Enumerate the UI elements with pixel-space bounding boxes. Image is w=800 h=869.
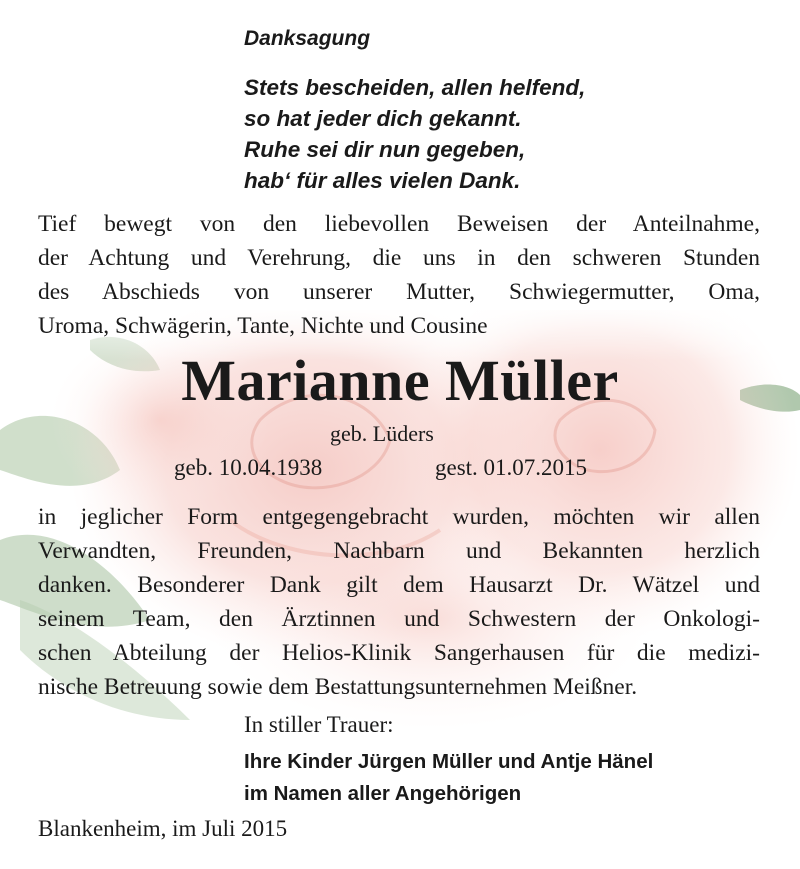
- deceased-name: Marianne Müller: [181, 348, 619, 413]
- mourners-line: Ihre Kinder Jürgen Müller und Antje Hänel: [244, 750, 654, 773]
- mourners-line: im Namen aller Angehörigen: [244, 782, 522, 805]
- thanks-line: in jeglicher Form entgegengebracht wurden, möchten wir allen: [38, 504, 760, 530]
- verse-line: Stets bescheiden, allen helfend,: [244, 75, 586, 100]
- thanks-line: schen Abteilung der Helios-Klinik Sangerhausen für die medizi-: [38, 640, 760, 666]
- thanks-line: seinem Team, den Ärztinnen und Schwestern der Onkologi-: [38, 606, 760, 632]
- intro-line: der Achtung und Verehrung, die uns in den schweren Stunden: [38, 245, 760, 271]
- mourning-label: In stiller Trauer:: [244, 712, 394, 737]
- thanks-line: Verwandten, Freunden, Nachbarn und Bekannten herzlich: [38, 538, 760, 564]
- place-date: Blankenheim, im Juli 2015: [38, 816, 288, 841]
- thanks-line: nische Betreuung sowie dem Bestattungsunternehmen Meißner.: [38, 674, 638, 700]
- intro-paragraph: [38, 207, 760, 343]
- thanks-paragraph: [38, 500, 760, 704]
- death-date: gest. 01.07.2015: [435, 455, 588, 480]
- intro-line: Tief bewegt von den liebevollen Beweisen der Anteilnahme,: [38, 211, 760, 237]
- verse-line: so hat jeder dich gekannt.: [244, 106, 522, 131]
- thanks-line: danken. Besonderer Dank gilt dem Hausarzt Dr. Wätzel und: [38, 572, 760, 598]
- birth-date: geb. 10.04.1938: [174, 455, 323, 480]
- intro-line: Uroma, Schwägerin, Tante, Nichte und Cousine: [38, 313, 488, 339]
- verse-line: hab‘ für alles vielen Dank.: [244, 168, 521, 193]
- maiden-name: geb. Lüders: [330, 421, 434, 446]
- heading-danksagung: Danksagung: [244, 27, 371, 50]
- verse-line: Ruhe sei dir nun gegeben,: [244, 137, 526, 162]
- mourners-names: [244, 746, 653, 810]
- verse: [244, 72, 585, 196]
- intro-line: des Abschieds von unserer Mutter, Schwiegermutter, Oma,: [38, 279, 760, 305]
